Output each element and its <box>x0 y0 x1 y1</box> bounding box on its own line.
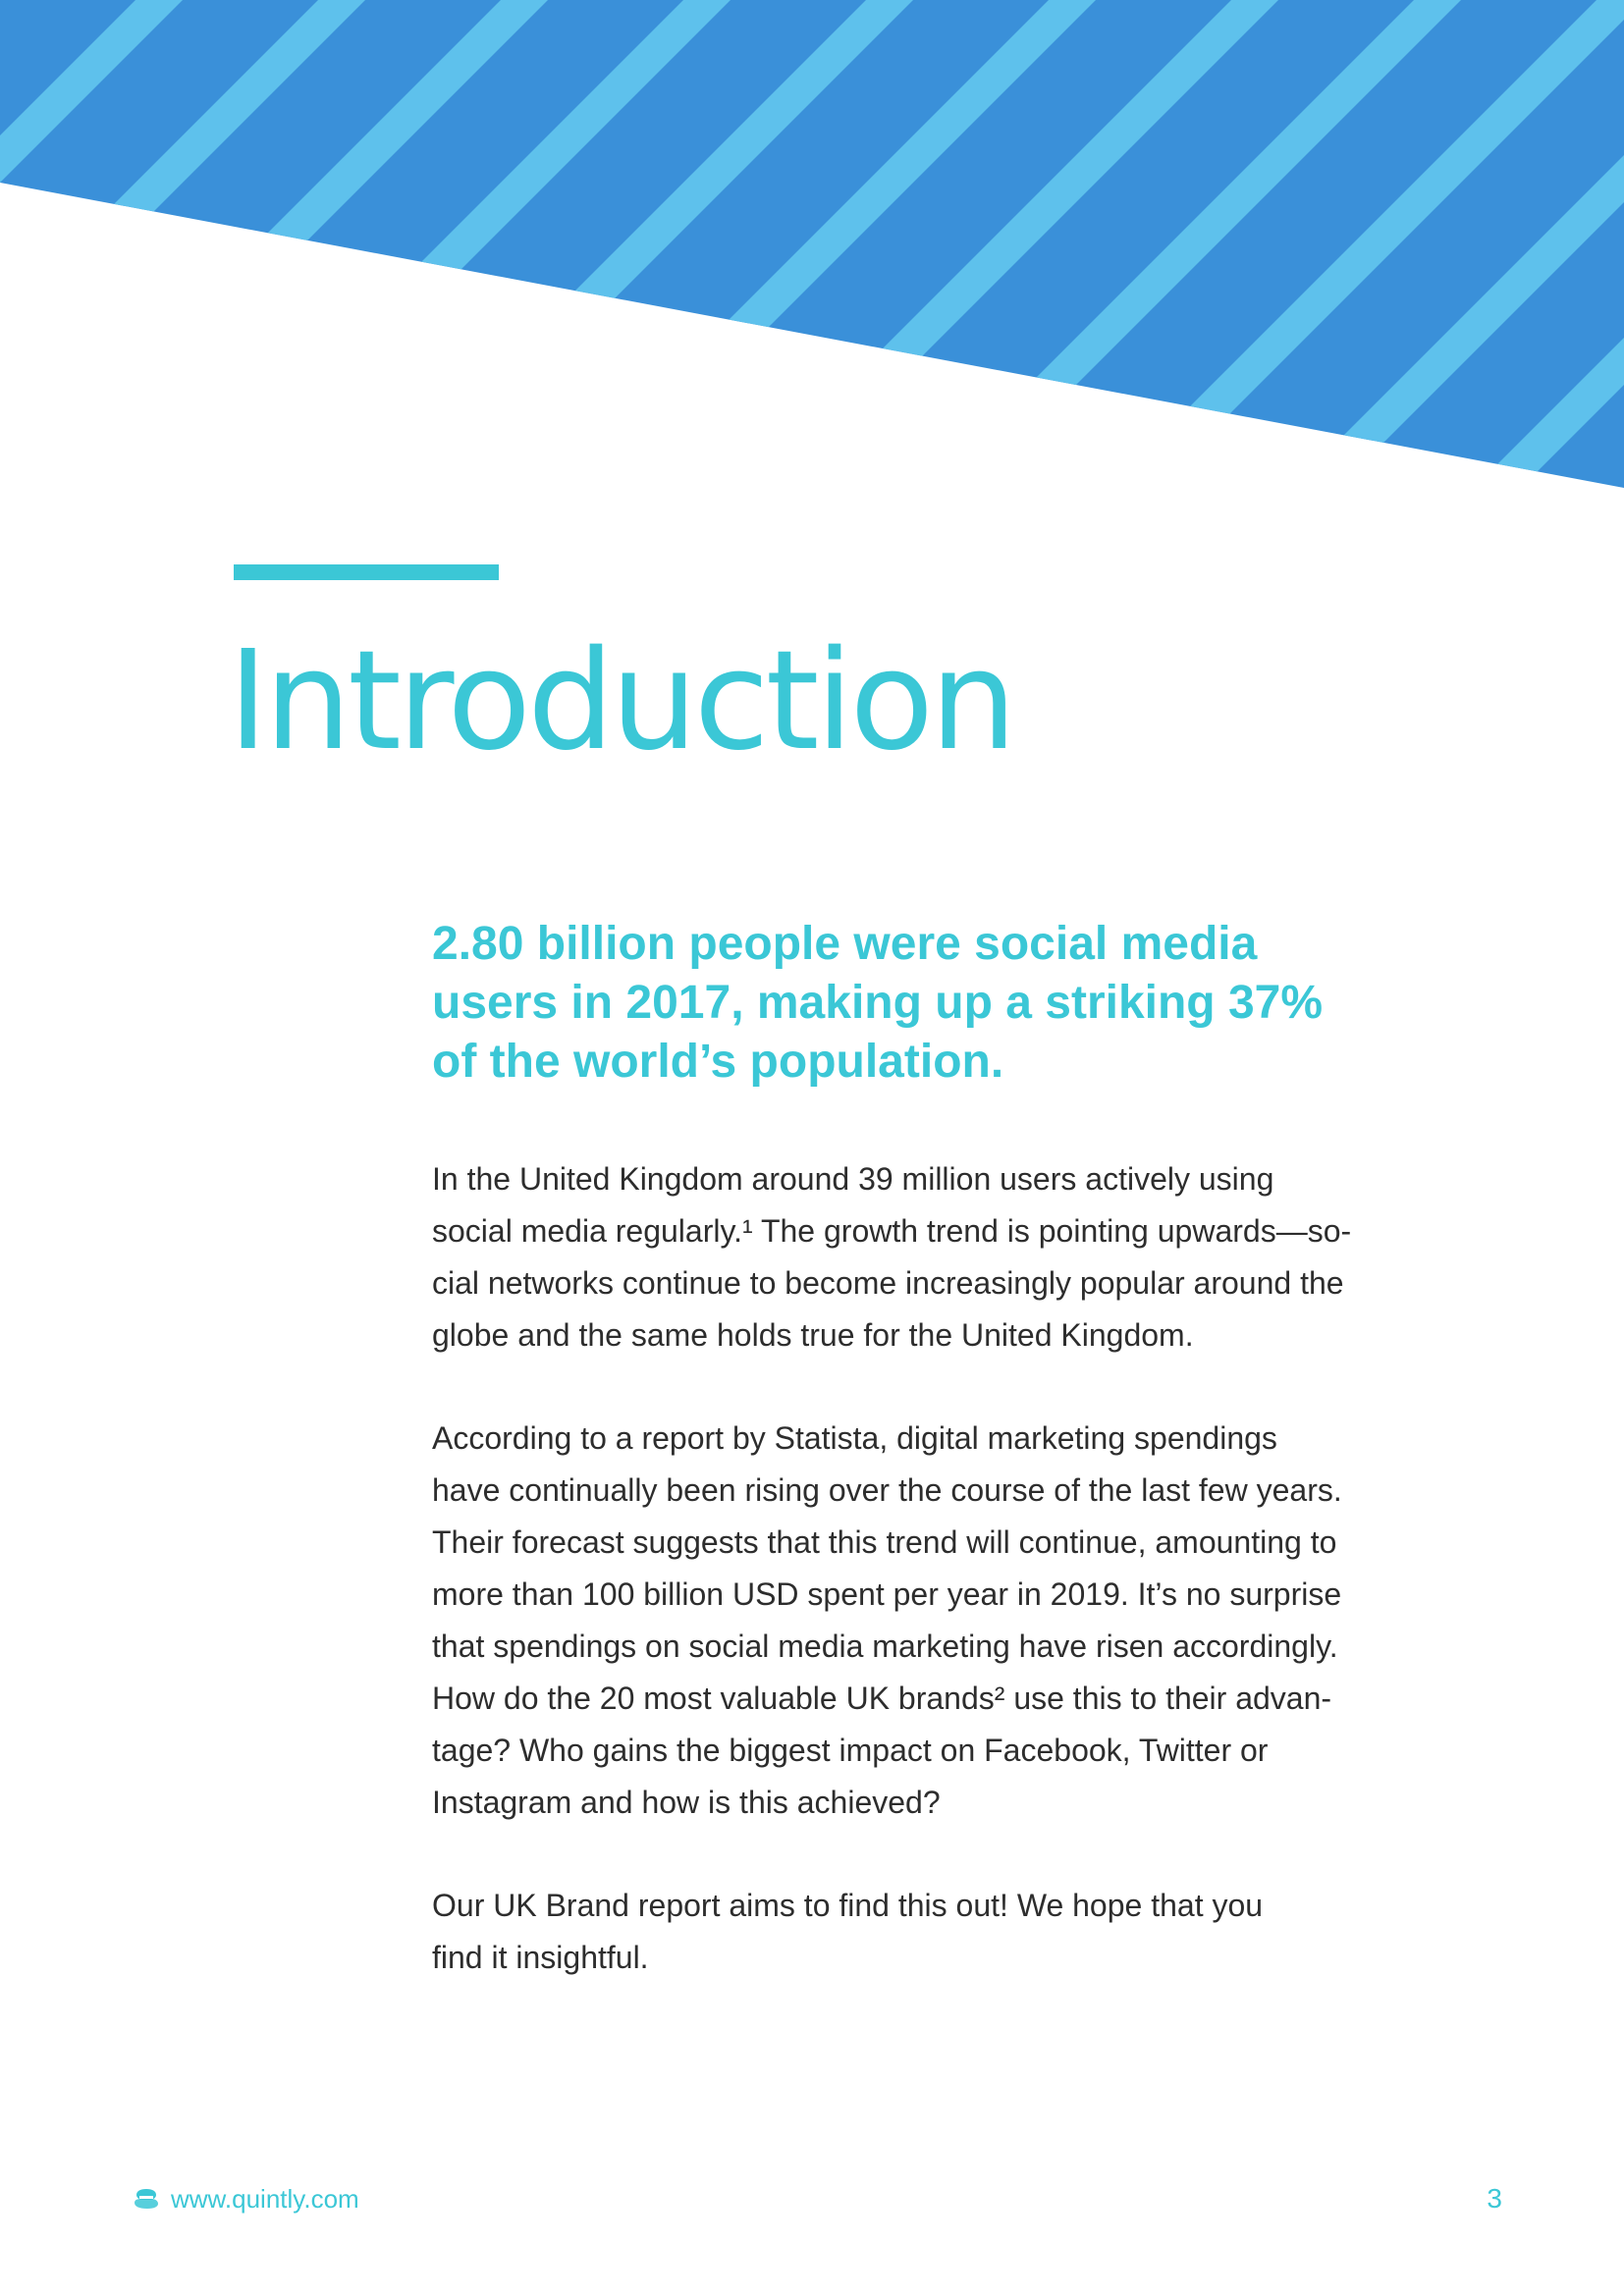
quintly-logo-icon <box>134 2188 159 2210</box>
lead-statement: 2.80 billion people were social media users in 2017, making up a striking 37% of the world’s population. <box>432 918 1324 1088</box>
body-paragraph: According to a report by Statista, digital marketing spendings have continually been rising over the course of the last few years. Their forecast suggests that this trend will continue, amounting to more than 100 billion USD spent per year in 2019. It’s no surprise that spendings on social media marketing have risen accordingly. How do the 20 most valuable UK brands² use this to their advan- tage? Who gains the biggest impact on Facebook, Twitter or Instagram and how is this achieved? <box>432 1420 1342 1820</box>
body-paragraph: Our UK Brand report aims to find this out! We hope that you find it insightful. <box>432 1888 1264 1975</box>
page-title: Introduction <box>228 621 1013 781</box>
footer-url: www.quintly.com <box>171 2184 359 2214</box>
striped-header-banner <box>0 0 1624 491</box>
page-number: 3 <box>1487 2183 1502 2214</box>
body-paragraph: In the United Kingdom around 39 million users actively using social media regularly.¹ The growth trend is pointing upwards—so- cial networks continue to become increasingly popular around the globe and the same holds true for the United Kingdom. <box>432 1161 1352 1353</box>
title-accent-rule <box>234 564 499 580</box>
body-text <box>432 1153 1414 2035</box>
footer-website-link[interactable] <box>134 2179 359 2218</box>
